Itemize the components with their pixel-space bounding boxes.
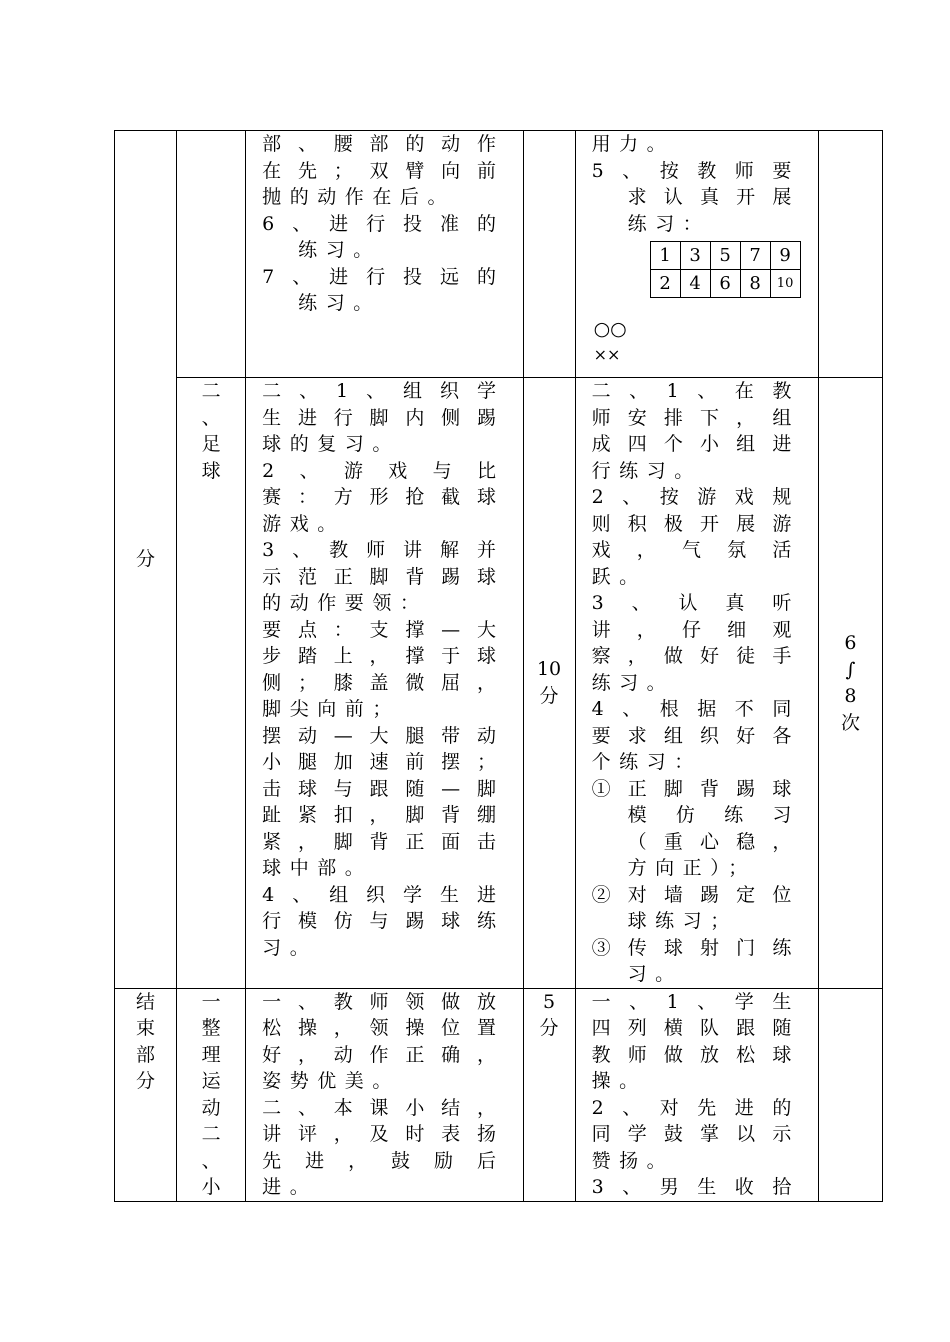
content-line: 抛的动作在后。 [262, 186, 456, 208]
item-cell [177, 378, 246, 989]
content-line: 练习。 [298, 292, 381, 314]
time-unit: 分 [539, 684, 559, 707]
item-char: 二 [201, 380, 221, 402]
student-line: 察，做好徒手 [591, 645, 800, 667]
student-line: 二、1、在教 [591, 380, 800, 402]
time-unit: 分 [539, 1017, 559, 1039]
formation-grid [650, 241, 801, 298]
table-row [115, 131, 883, 378]
content-line: 紧，脚背正面击 [262, 830, 505, 853]
content-line: 先进，鼓励后 [262, 1149, 505, 1172]
student-cell [575, 378, 818, 989]
content-line: 二、本课小结， [262, 1096, 505, 1119]
content-line: 练习。 [298, 239, 381, 261]
grid-cell: 3 [680, 242, 710, 270]
part-char: 部 [136, 1043, 156, 1066]
content-line: 3、教师讲解并 [262, 539, 505, 561]
grid-cell: 8 [740, 270, 770, 298]
content-line: 球的复习。 [262, 433, 400, 455]
count-cell [818, 378, 882, 989]
student-line: 习。 [627, 963, 683, 985]
content-line: 讲评，及时表扬 [262, 1123, 505, 1145]
student-line: 则积极开展游 [591, 512, 800, 535]
item-char: 动 [201, 1096, 221, 1119]
grid-cell: 1 [650, 242, 680, 270]
student-line: 3、男生收拾 [591, 1176, 800, 1198]
student-line: 四列横队跟随 [591, 1017, 800, 1039]
student-line: 方向正）； [627, 857, 756, 879]
item-char: 球 [201, 459, 221, 482]
content-line: 球中部。 [262, 857, 373, 879]
part-char: 结 [136, 990, 156, 1013]
item-char: 、 [201, 1149, 221, 1172]
content-line: 好，动作正确， [262, 1043, 505, 1066]
student-line: 5、按教师要 [591, 159, 800, 182]
count-value: 8 [844, 685, 857, 707]
content-line: 步踏上，撑于球 [262, 645, 505, 667]
grid-cell: 4 [680, 270, 710, 298]
time-value: 5 [543, 990, 556, 1013]
time-cell [523, 378, 575, 989]
content-line: 侧；膝盖微屈， [262, 671, 505, 694]
grid-cell: 7 [740, 242, 770, 270]
content-line: 行模仿与踢球练 [262, 910, 505, 932]
formation-circles: ○○ [593, 318, 627, 340]
student-line: 3、认真听 [591, 592, 800, 614]
content-line: 二、1、组织学 [262, 380, 505, 402]
student-cell [575, 131, 818, 378]
student-cell [575, 988, 818, 1201]
item-char: 整 [201, 1017, 221, 1039]
content-line: 一、教师领做放 [262, 990, 505, 1013]
student-line: 赞扬。 [591, 1149, 675, 1172]
part-label: 分 [136, 548, 156, 570]
grid-cell: 10 [770, 270, 800, 298]
student-line: 同学鼓掌以示 [591, 1123, 800, 1145]
item-char: 一 [201, 990, 221, 1013]
student-line: 个练习： [591, 751, 702, 773]
lesson-plan-table [114, 130, 883, 1202]
content-line: 生进行脚内侧踢 [262, 406, 505, 429]
student-line: 教师做放松球 [591, 1043, 800, 1066]
student-line: 求认真开展 [627, 186, 800, 208]
student-line: 模仿练习 [627, 804, 800, 826]
grid-cell: 5 [710, 242, 740, 270]
content-line: 习。 [262, 936, 318, 959]
content-line: 7、进行投远的 [262, 265, 505, 288]
content-line: 姿势优美。 [262, 1070, 400, 1092]
student-line: 师安排下，组 [591, 406, 800, 429]
student-line: 戏，气氛活 [591, 539, 800, 561]
content-line: 进。 [262, 1176, 318, 1198]
content-line: 示范正脚背踢球 [262, 565, 505, 588]
item-cell [177, 988, 246, 1201]
content-line: 击球与跟随—脚 [262, 777, 505, 800]
student-line: 行练习。 [591, 459, 702, 482]
student-line: 要求组织好各 [591, 724, 800, 747]
student-line: 操。 [591, 1070, 647, 1092]
item-char: 小 [201, 1176, 221, 1198]
student-line: ①正脚背踢球 [591, 777, 800, 800]
item-char: 理 [201, 1043, 221, 1066]
grid-cell: 6 [710, 270, 740, 298]
student-line: ③传球射门练 [591, 936, 800, 959]
time-cell [523, 988, 575, 1201]
item-char: 二 [201, 1123, 221, 1145]
student-line: 跃。 [591, 565, 647, 588]
item-char: 运 [201, 1070, 221, 1092]
time-cell-empty [523, 131, 575, 378]
student-line: 练习。 [591, 671, 675, 694]
count-value: 6 [844, 632, 857, 654]
count-cell-empty [818, 988, 882, 1201]
content-line: 摆动—大腿带动 [262, 724, 505, 747]
content-line: 2、游戏与比 [262, 459, 505, 482]
student-line: 用力。 [591, 133, 675, 155]
content-line: 6、进行投准的 [262, 212, 505, 235]
item-char: 、 [201, 406, 221, 429]
content-line: 4、组织学生进 [262, 883, 505, 906]
student-line: 2、对先进的 [591, 1096, 800, 1119]
part-char: 束 [136, 1017, 156, 1039]
part-cell [115, 131, 177, 989]
content-line: 小腿加速前摆； [262, 751, 505, 773]
part-char: 分 [136, 1070, 156, 1092]
table-row [115, 988, 883, 1201]
formation-crosses: ×× [593, 345, 621, 364]
content-line: 要点：支撑—大 [262, 618, 505, 641]
content-line: 游戏。 [262, 512, 345, 535]
content-line: 松操，领操位置 [262, 1017, 505, 1039]
student-line: ②对墙踢定位 [591, 883, 800, 906]
student-line: 球练习； [627, 910, 738, 932]
content-line: 部、腰部的动作 [262, 133, 505, 155]
student-line: （重心稳， [627, 830, 800, 853]
student-line: 4、根据不同 [591, 698, 800, 720]
student-line: 一、1、学生 [591, 990, 800, 1013]
time-value: 10 [536, 658, 562, 680]
grid-cell: 2 [650, 270, 680, 298]
content-line: 在先；双臂向前 [262, 159, 505, 182]
count-cell-empty [818, 131, 882, 378]
count-unit: 次 [840, 711, 860, 734]
student-line: 成四个小组进 [591, 433, 800, 455]
count-range: ∫ [845, 658, 856, 681]
content-line: 赛：方形抢截球 [262, 486, 505, 508]
student-line: 2、按游戏规 [591, 486, 800, 508]
content-line: 的动作要领： [262, 592, 428, 614]
table-row [115, 378, 883, 989]
item-cell-empty [177, 131, 246, 378]
item-char: 足 [201, 433, 221, 455]
part-cell [115, 988, 177, 1201]
content-cell [246, 378, 523, 989]
student-line: 讲，仔细观 [591, 618, 800, 641]
content-line: 趾紧扣，脚背绷 [262, 804, 505, 826]
content-line: 脚尖向前； [262, 698, 400, 720]
content-cell [246, 131, 523, 378]
content-cell [246, 988, 523, 1201]
student-line: 练习： [627, 212, 711, 235]
grid-cell: 9 [770, 242, 800, 270]
